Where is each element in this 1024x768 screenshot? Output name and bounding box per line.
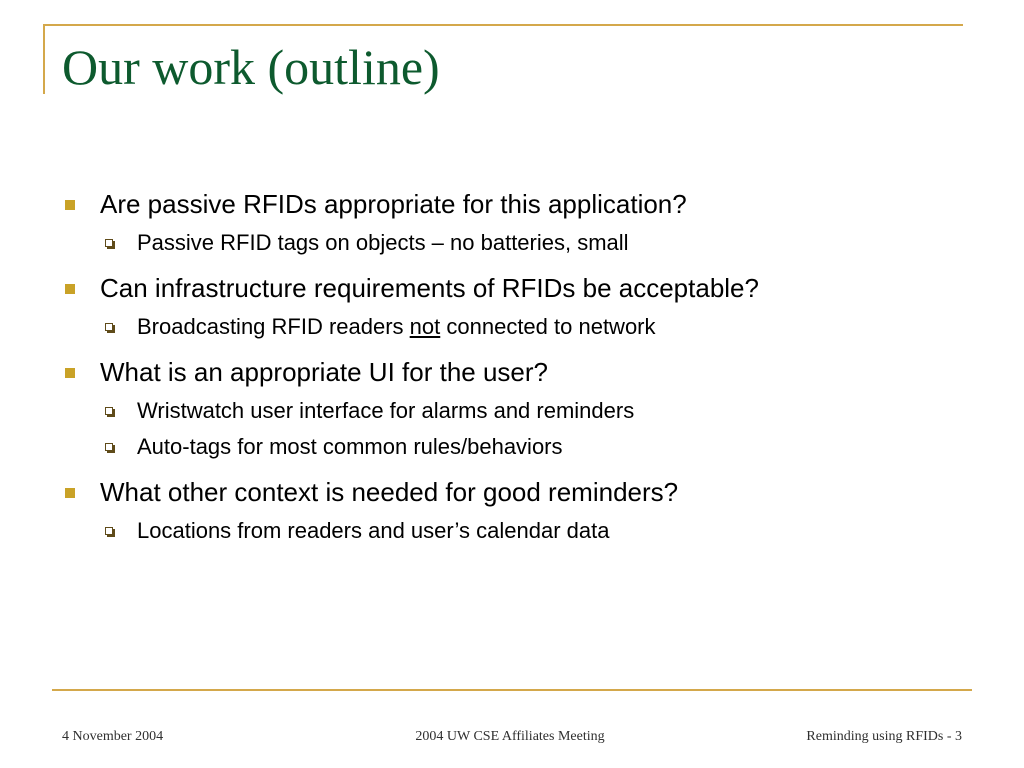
hollow-square-icon: [105, 527, 113, 535]
sub-bullet-item: [62, 396, 962, 426]
sub-bullet-item: [62, 312, 962, 342]
hollow-square-icon: [105, 239, 113, 247]
footer-rule: [52, 689, 972, 691]
hollow-square-icon: [105, 407, 113, 415]
hollow-square-icon: [105, 443, 113, 451]
bullet-item: [62, 186, 962, 222]
left-rule: [43, 24, 45, 94]
bullet-item: [62, 354, 962, 390]
bullet-item: [62, 270, 962, 306]
filled-square-icon: [65, 488, 75, 498]
bullet-text: What is an appropriate UI for the user?: [100, 357, 549, 387]
footer-page: Reminding using RFIDs - 3: [806, 729, 962, 744]
top-rule: [43, 24, 963, 26]
sub-bullet-text: Locations from readers and user’s calendar data: [137, 518, 610, 543]
sub-bullet-item: [62, 516, 962, 546]
bullet-item: [62, 474, 962, 510]
sub-bullet-text: Auto-tags for most common rules/behaviors: [137, 434, 563, 459]
sub-bullet-item: [62, 228, 962, 258]
sub-bullet-item: [62, 432, 962, 462]
bullet-text: Are passive RFIDs appropriate for this application?: [100, 189, 687, 219]
footer-date: 4 November 2004: [62, 729, 164, 744]
sub-bullet-text-after: connected to network: [440, 314, 656, 339]
sub-bullet-text: Wristwatch user interface for alarms and reminders: [137, 398, 635, 423]
hollow-square-icon: [105, 323, 113, 331]
underlined-emphasis: not: [409, 314, 441, 339]
filled-square-icon: [65, 200, 75, 210]
sub-bullet-text: Passive RFID tags on objects – no batteries, small: [137, 230, 629, 255]
footer-event: 2004 UW CSE Affiliates Meeting: [415, 729, 605, 744]
filled-square-icon: [65, 284, 75, 294]
bullet-text: Can infrastructure requirements of RFIDs be acceptable?: [100, 273, 759, 303]
sub-bullet-text-before: Broadcasting RFID readers: [137, 314, 410, 339]
slide-title: Our work (outline): [62, 39, 440, 95]
bullet-text: What other context is needed for good reminders?: [100, 477, 679, 507]
filled-square-icon: [65, 368, 75, 378]
bullet-list: [62, 186, 962, 546]
